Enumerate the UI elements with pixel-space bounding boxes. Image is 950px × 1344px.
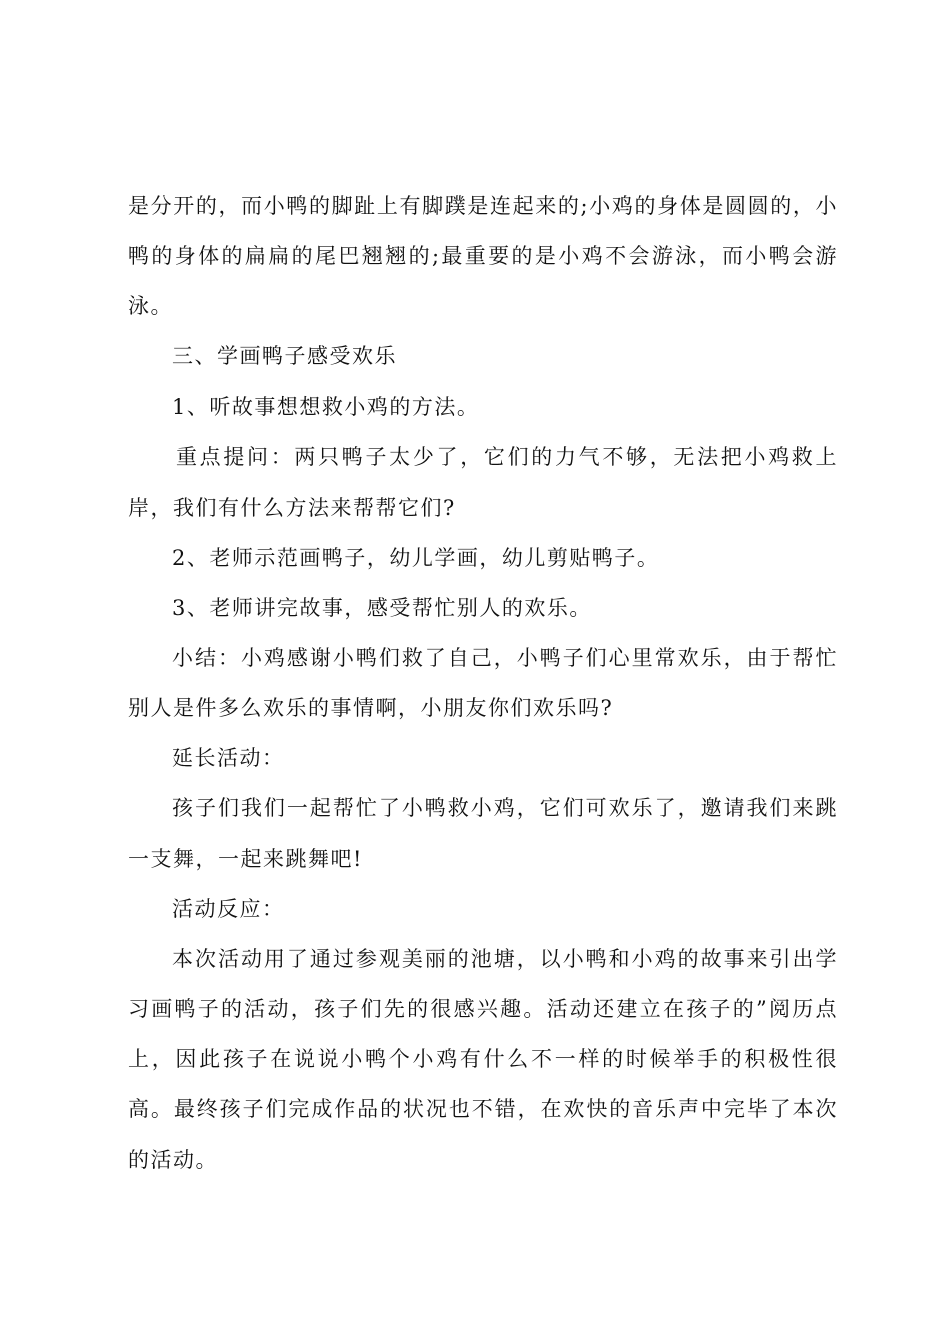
text-line: 一支舞，一起来跳舞吧! [128,847,363,871]
text-line: 高。最终孩子们完成作品的状况也不错，在欢快的音乐声中完毕了本次 [128,1097,838,1121]
text-line: 2、老师示范画鸭子，幼儿学画，幼儿剪贴鸭子。 [172,546,660,570]
section-heading: 延长活动： [172,746,285,770]
text-line: 上，因此孩子在说说小鸭个小鸡有什么不一样的时候举手的积极性很 [128,1047,838,1071]
section-heading: 活动反应： [172,897,285,921]
text-line: 习画鸭子的活动，孩子们先的很感兴趣。活动还建立在孩子的”阅历点 [128,997,838,1021]
text-line: 重点提问：两只鸭子太少了，它们的力气不够，无法把小鸡救上 [176,445,838,469]
text-line: 别人是件多么欢乐的事情啊，小朋友你们欢乐吗? [128,696,614,720]
text-line: 小结：小鸡感谢小鸭们救了自己，小鸭子们心里常欢乐，由于帮忙 [172,646,838,670]
text-line: 3、老师讲完故事，感受帮忙别人的欢乐。 [172,596,592,620]
text-line: 泳。 [128,294,173,318]
text-line: 孩子们我们一起帮忙了小鸭救小鸡，它们可欢乐了，邀请我们来跳 [172,796,838,820]
section-heading: 三、学画鸭子感受欢乐 [172,344,397,368]
text-line: 是分开的，而小鸭的脚趾上有脚蹼是连起来的;小鸡的身体是圆圆的，小 [128,194,838,218]
text-line: 本次活动用了通过参观美丽的池塘，以小鸭和小鸡的故事来引出学 [172,947,838,971]
text-line: 岸，我们有什么方法来帮帮它们? [128,496,456,520]
text-line: 1、听故事想想救小鸡的方法。 [172,395,480,419]
text-line: 鸭的身体的扁扁的尾巴翘翘的;最重要的是小鸡不会游泳，而小鸭会游 [128,244,838,268]
text-line: 的活动。 [128,1148,218,1172]
